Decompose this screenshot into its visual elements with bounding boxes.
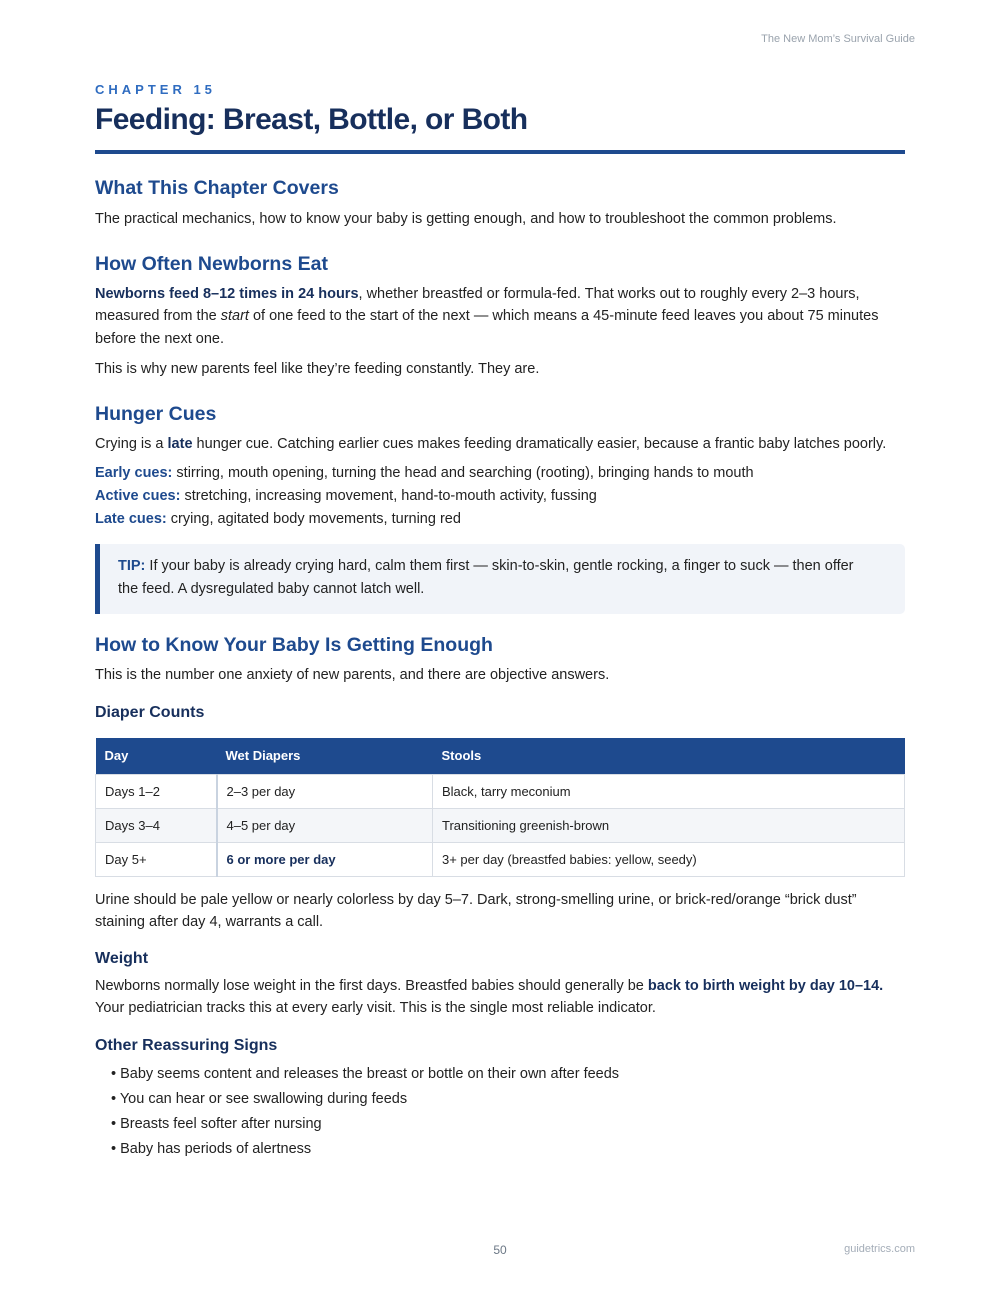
cue-list — [95, 462, 905, 531]
table-cell-day: Days 3–4 — [96, 808, 217, 842]
section-heading-hunger-cues: Hunger Cues — [95, 402, 217, 425]
section-heading-how-often: How Often Newborns Eat — [95, 252, 328, 275]
diaper-table — [95, 738, 905, 877]
getting-enough-intro: This is the number one anxiety of new parents, and there are objective answers. — [95, 667, 610, 683]
diaper-counts-heading: Diaper Counts — [95, 703, 205, 721]
late-emphasis: late — [167, 435, 193, 452]
constant-feeding-paragraph: This is why new parents feel like they’re feeding constantly. They are. — [95, 361, 540, 377]
weight-text-2: Your pediatrician tracks this at every early visit. This is the single most reliable indicator. — [95, 1000, 656, 1016]
how-often-text-2: of one feed to the start of the next — which means a 45-minute feed leaves you about 75 minutes before the next one. — [95, 308, 879, 347]
birth-weight-highlight: back to birth weight by day 10–14. — [647, 977, 884, 994]
cue-item-active — [95, 485, 905, 508]
weight-heading: Weight — [95, 949, 149, 967]
reassuring-signs-heading: Other Reassuring Signs — [95, 1036, 278, 1054]
cue-item-late — [95, 508, 905, 531]
tip-text — [118, 555, 865, 601]
list-item: • Breasts feel softer after nursing — [111, 1116, 322, 1133]
cue-text: crying, agitated body movements, turning red — [166, 511, 461, 527]
hunger-intro-text-1: Crying is a — [95, 435, 168, 452]
covers-paragraph: The practical mechanics, how to know your baby is getting enough, and how to troubleshoot the common problems. — [95, 211, 837, 227]
table-cell-wet: 4–5 per day — [217, 808, 433, 842]
page-number: 50 — [493, 1243, 507, 1257]
cue-text: stretching, increasing movement, hand-to-mouth activity, fussing — [180, 488, 597, 504]
table-cell-stools: Black, tarry meconium — [433, 774, 905, 808]
section-heading-covers: What This Chapter Covers — [95, 177, 339, 199]
chapter-label: CHAPTER 15 — [95, 82, 216, 97]
hunger-intro-text-2: hunger cue. Catching earlier cues makes feeding dramatically easier, because a frantic baby latches poorly. — [192, 435, 887, 452]
cue-label: Late cues: — [95, 511, 167, 527]
table-cell-wet-highlight: 6 or more per day — [217, 842, 433, 876]
table-row — [96, 774, 905, 808]
how-often-text-1: , whether breastfed or formula-fed. That works out to roughly every 2–3 hours, measured from the — [95, 285, 860, 324]
weight-paragraph — [95, 975, 905, 1020]
feed-frequency-highlight: Newborns feed 8–12 times in 24 hours — [95, 285, 359, 302]
list-item: • You can hear or see swallowing during feeds — [111, 1090, 408, 1107]
running-header: The New Mom’s Survival Guide — [761, 33, 915, 45]
start-emphasis: start — [220, 308, 249, 324]
tip-body: If your baby is already crying hard, calm them first — skin-to-skin, gentle rocking, a finger to suck — then offer the feed. A dysregulated baby cannot latch well. — [118, 558, 854, 597]
list-item: • Baby has periods of alertness — [111, 1141, 312, 1158]
table-cell-day: Days 1–2 — [96, 774, 217, 808]
table-cell-wet: 2–3 per day — [217, 774, 433, 808]
cue-item-early — [95, 462, 905, 485]
column-header-day: Day — [96, 738, 217, 775]
hunger-cues-intro — [95, 433, 905, 456]
how-often-paragraph — [95, 283, 905, 351]
table-header-row — [96, 738, 905, 775]
page-content — [95, 82, 905, 1163]
column-header-stools: Stools — [433, 738, 905, 775]
list-item: • Baby seems content and releases the breast or bottle on their own after feeds — [111, 1065, 620, 1082]
table-row — [96, 842, 905, 876]
reassuring-signs-list — [95, 1062, 905, 1163]
cue-label: Early cues: — [95, 465, 173, 481]
table-cell-stools: 3+ per day (breastfed babies: yellow, seedy) — [433, 842, 905, 876]
table-row — [96, 808, 905, 842]
table-cell-day: Day 5+ — [96, 842, 217, 876]
column-header-wet-diapers: Wet Diapers — [217, 738, 433, 775]
weight-text-1: Newborns normally lose weight in the first days. Breastfed babies should generally be — [95, 977, 648, 994]
table-cell-stools: Transitioning greenish-brown — [433, 808, 905, 842]
section-heading-getting-enough: How to Know Your Baby Is Getting Enough — [95, 634, 493, 656]
cue-label: Active cues: — [95, 488, 181, 504]
chapter-title: Feeding: Breast, Bottle, or Both — [95, 103, 905, 154]
tip-callout — [95, 544, 905, 614]
tip-label: TIP: — [118, 558, 146, 574]
cue-text: stirring, mouth opening, turning the head and searching (rooting), bringing hands to mouth — [172, 465, 754, 481]
footer-site: guidetrics.com — [844, 1243, 915, 1255]
urine-note: Urine should be pale yellow or nearly colorless by day 5–7. Dark, strong-smelling urine, or brick-red/orange “brick dust” staining after day 4, warrants a call. — [95, 891, 857, 930]
